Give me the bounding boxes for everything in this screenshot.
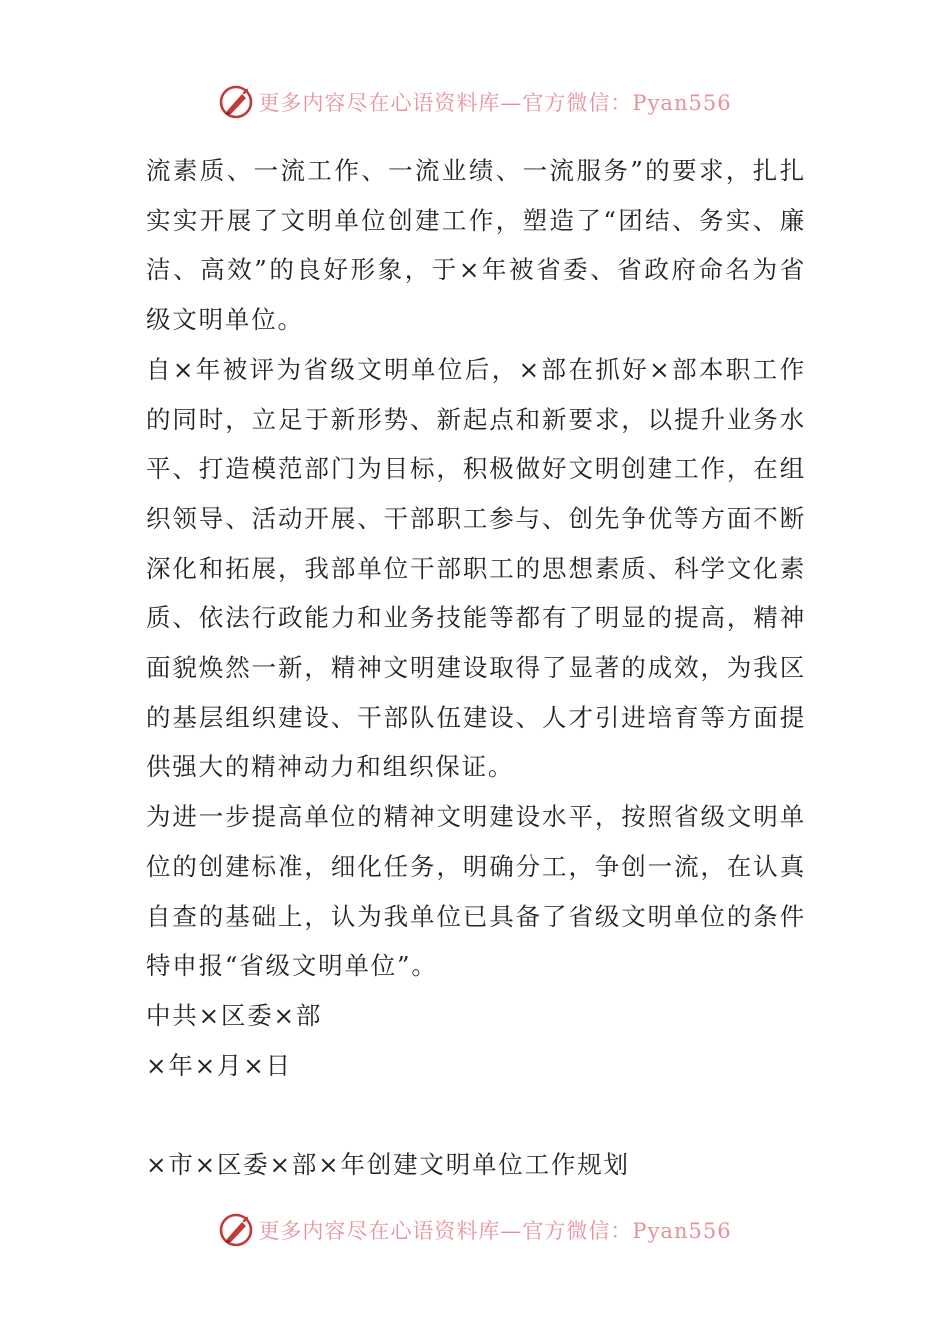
watermark-text-bottom: 更多内容尽在心语资料库—官方微信：Pyan556	[258, 1219, 732, 1243]
blank-line	[146, 1090, 806, 1140]
next-section-title: ×市×区委×部×年创建文明单位工作规划	[146, 1150, 630, 1180]
watermark-text-top: 更多内容尽在心语资料库—官方微信：Pyan556	[258, 91, 732, 115]
paragraph-1: 流素质、一流工作、一流业绩、一流服务”的要求，扎扎实实开展了文明单位创建工作，塑造了“团结、务实、廉洁、高效”的良好形象，于×年被省委、省政府命名为省级文明单位。	[146, 156, 806, 335]
pen-logo-icon	[218, 1212, 254, 1248]
document-body	[146, 146, 806, 1190]
signature-line: 中共×区委×部	[146, 1000, 323, 1030]
watermark-banner-bottom	[0, 1208, 950, 1252]
watermark-banner-top	[0, 80, 950, 124]
paragraph-3: 为进一步提高单位的精神文明建设水平，按照省级文明单位的创建标准，细化任务，明确分工，争创一流，在认真自查的基础上，认为我单位已具备了省级文明单位的条件特申报“省级文明单位”。	[146, 802, 806, 981]
pen-logo-icon	[218, 84, 254, 120]
paragraph-2: 自×年被评为省级文明单位后，×部在抓好×部本职工作的同时，立足于新形势、新起点和新要求，以提升业务水平、打造模范部门为目标，积极做好文明创建工作，在组织领导、活动开展、干部职工参与、创先争优等方面不断深化和拓展，我部单位干部职工的思想素质、科学文化素质、依法行政能力和业务技能等都有了明显的提高，精神面貌焕然一新，精神文明建设取得了显著的成效，为我区的基层组织建设、干部队伍建设、人才引进培育等方面提供强大的精神动力和组织保证。	[146, 354, 806, 782]
date-line: ×年×月×日	[146, 1050, 292, 1080]
